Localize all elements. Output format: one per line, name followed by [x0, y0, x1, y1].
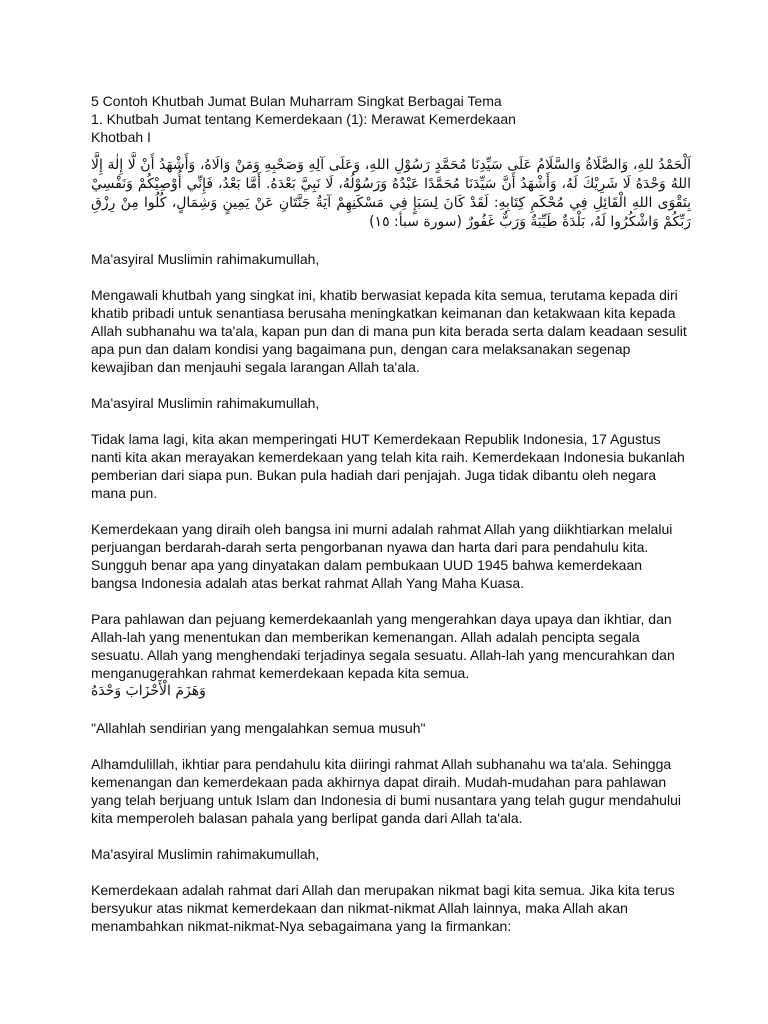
- paragraph-text: Kemerdekaan adalah rahmat dari Allah dan merupakan nikmat bagi kita semua. Jika kita terus bersyukur atas nikmat kemerdekaan dan nikmat-nikmat Allah lainnya, maka Allah akan menambahkan nikmat-nikmat-Nya sebagaimana yang Ia firmankan:: [91, 882, 675, 934]
- document-page: [91, 92, 691, 935]
- section-heading: Khotbah I: [91, 129, 151, 145]
- paragraph-text: Tidak lama lagi, kita akan memperingati HUT Kemerdekaan Republik Indonesia, 17 Agustus nanti kita akan merayakan kemerdekaan yang telah kita raih. Kemerdekaan Indonesia bukanlah pemberian dari siapa pun. Bukan pula hadiah dari penjajah. Juga tidak dibantu oleh negara mana pun.: [91, 431, 685, 501]
- salutation-text: Ma'asyiral Muslimin rahimakumullah,: [91, 395, 320, 411]
- document-title: 5 Contoh Khutbah Jumat Bulan Muharram Singkat Berbagai Tema: [91, 93, 502, 109]
- paragraph-text: Kemerdekaan yang diraih oleh bangsa ini murni adalah rahmat Allah yang diikhtiarkan melalui perjuangan berdarah-darah serta pengorbanan nyawa dan harta dari para pendahulu kita. Sungguh benar apa yang dinyatakan dalam pembukaan UUD 1945 bahwa kemerdekaan bangsa Indonesia adalah atas berkat rahmat Allah Yang Maha Kuasa.: [91, 521, 673, 591]
- salutation-text: Ma'asyiral Muslimin rahimakumullah,: [91, 846, 320, 862]
- paragraph-text: Alhamdulillah, ikhtiar para pendahulu kita diiringi rahmat Allah subhanahu wa ta'ala. Sehingga kemenangan dan kemerdekaan pada akhirnya dapat diraih. Mudah-mudahan para pahlawan yang telah berjuang untuk Islam dan Indonesia di bumi nusantara yang telah gugur mendahului kita memperoleh balasan pahala yang berlipat ganda dari Allah ta'ala.: [91, 756, 681, 826]
- quote-text: "Allahlah sendirian yang mengalahkan semua musuh": [91, 720, 426, 736]
- salutation-text: Ma'asyiral Muslimin rahimakumullah,: [91, 251, 320, 267]
- paragraph-text: Para pahlawan dan pejuang kemerdekaanlah yang mengerahkan daya upaya dan ikhtiar, dan Allah-lah yang menentukan dan memberikan kemenangan. Allah adalah pencipta segala sesuatu. Allah yang menghendaki terjadinya segala sesuatu. Allah-lah yang mencurahkan dan menganugerahkan rahmat kemerdekaan kepada kita semua.: [91, 611, 675, 681]
- arabic-verse-text: وَهَزَمَ الْأَحْزَابَ وَحْدَهُ: [91, 683, 206, 699]
- arabic-opening-text: اَلْحَمْدُ للهِ، وَالصَّلَاةُ وَالسَّلَامُ عَلَى سَيِّدِنَا مُحَمَّدٍ رَسُوْلِ اللهِ، وَعَلَى آلِهِ وَصَحْبِهِ وَمَنْ وَالَاهُ، وَأَشْهَدُ أَنْ لَّا إِلٰهَ إِلَّا اللهُ وَحْدَهُ لَا شَرِيْكَ لَهُ، وَأَشْهَدُ أَنَّ سَيِّدَنَا مُحَمَّدًا عَبْدُهُ وَرَسُوْلُهُ، لَا نَبِيَّ بَعْدَهُ. أَمَّا بَعْدُ، فَإِنِّي أُوْصِيْكُمْ وَنَفْسِيْ بِتَقْوَى اللهِ الْقَائِلِ فِي مُحْكَمِ كِتَابِهِ: لَقَدْ كَانَ لِسَبَإٍ فِي مَسْكَنِهِمْ آيَةٌ جَنَّتَانِ عَنْ يَمِينٍ وَشِمَالٍ، كُلُوا مِنْ رِزْقِ رَبِّكُمْ وَاشْكُرُوا لَهُ، بَلْدَةٌ طَيِّبَةٌ وَرَبٌّ غَفُورٌ (سورة سبأ: ١٥): [91, 157, 691, 230]
- paragraph-text: Mengawali khutbah yang singkat ini, khatib berwasiat kepada kita semua, terutama kepada diri khatib pribadi untuk senantiasa berusaha meningkatkan keimanan dan ketakwaan kita kepada Allah subhanahu wa ta'ala, kapan pun dan di mana pun kita berada serta dalam keadaan sesulit apa pun dan dalam kondisi yang bagaimana pun, dengan cara melaksanakan segenap kewajiban dan menjauhi segala larangan Allah ta'ala.: [91, 287, 687, 375]
- khutbah-heading: 1. Khutbah Jumat tentang Kemerdekaan (1): Merawat Kemerdekaan: [91, 111, 516, 127]
